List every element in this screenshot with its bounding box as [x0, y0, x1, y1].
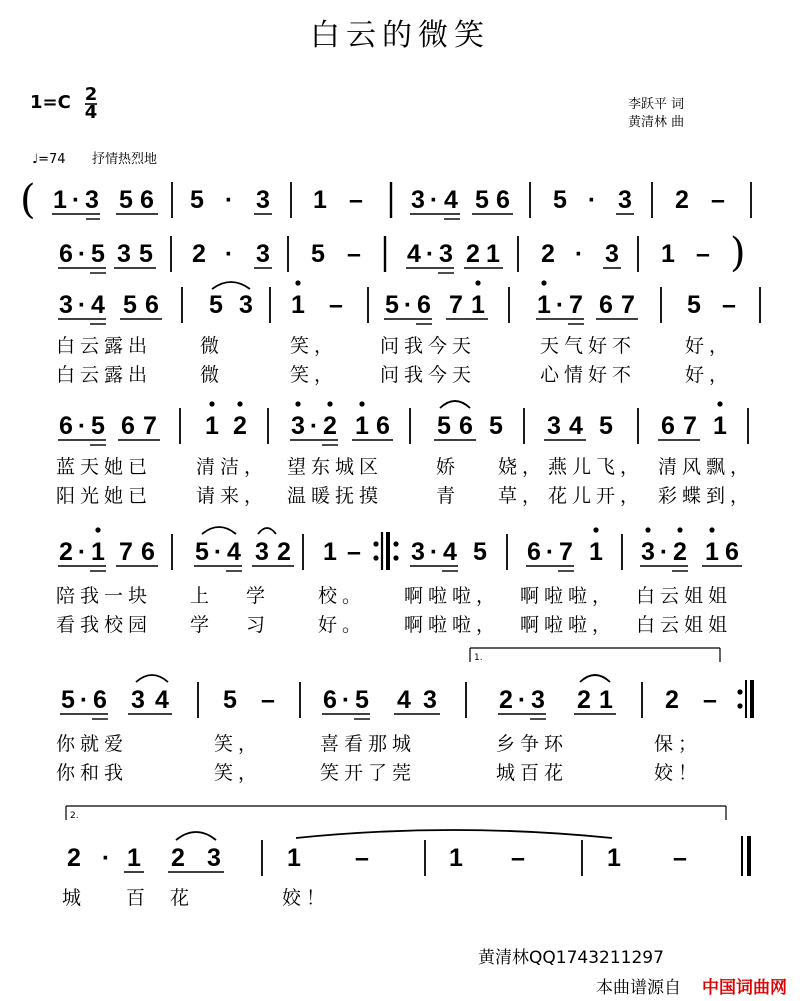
system-4-note: 6: [459, 412, 473, 440]
lyric-syllable-group: 清洁，: [196, 456, 269, 478]
lyric-syllable-group: 青: [436, 485, 456, 507]
lyric-syllable-group: 清风飘，: [658, 456, 755, 478]
lyric-syllable-group: 笑，: [214, 733, 263, 755]
lyric-syllable-group: 好，: [685, 335, 734, 357]
system-4-high-octave-dot: [209, 401, 214, 406]
lyric-syllable-group: 燕儿飞，: [548, 456, 645, 478]
system-2-note: 6: [59, 240, 73, 268]
system-6-note: ·: [79, 686, 89, 714]
system-5-note: 4: [443, 538, 457, 566]
lyric-syllable-group: 陪我一块: [56, 585, 153, 607]
expression-mark: 抒情热烈地: [92, 152, 158, 167]
system-4-note: 3: [291, 412, 305, 440]
system-7-note: 3: [207, 844, 221, 872]
system-3-note: 5: [385, 291, 399, 319]
system-3-note: 6: [417, 291, 431, 319]
system-1-note: 3: [411, 186, 425, 214]
system-1-note: 1: [53, 186, 67, 214]
system-2-note: 2: [192, 240, 206, 268]
system-3-note: –: [722, 291, 736, 319]
system-4-note: 1: [205, 412, 219, 440]
system-7-note: 1: [607, 844, 621, 872]
system-1-note: 3: [85, 186, 99, 214]
system-1-note: 2: [675, 186, 689, 214]
system-3-note: 7: [621, 291, 635, 319]
system-1-note: 5: [475, 186, 489, 214]
system-5-note: ·: [429, 538, 439, 566]
system-2-note: 2: [466, 240, 480, 268]
lyric-syllable-group: 微: [200, 335, 220, 357]
system-7-long-tie: [296, 830, 612, 838]
lyric-syllable-group: 喜看那城: [320, 733, 417, 755]
system-6-note: 6: [323, 686, 337, 714]
system-3-note: 3: [59, 291, 73, 319]
system-5-slur-b: [258, 528, 276, 534]
system-3-note: 4: [91, 291, 105, 319]
system-5-note: 7: [559, 538, 573, 566]
system-2-note: 3: [256, 240, 270, 268]
lyric-syllable-group: 姣！: [282, 887, 331, 909]
system-4-note: 1: [713, 412, 727, 440]
system-1-note: ·: [587, 186, 597, 214]
system-6-note: 3: [423, 686, 437, 714]
system-2-note: 1: [661, 240, 675, 268]
system-5-note: 6: [141, 538, 155, 566]
system-6-repeat-dot: [737, 703, 742, 708]
system-2-note: 2: [541, 240, 555, 268]
system-6-slur-b: [580, 675, 610, 682]
volta-2-number: 2.: [70, 811, 79, 821]
system-5-note: 3: [255, 538, 269, 566]
lyric-syllable-group: 城百花: [496, 762, 569, 784]
system-3-note: ·: [403, 291, 413, 319]
system-5-note: ·: [659, 538, 669, 566]
system-7-note: ·: [101, 844, 111, 872]
system-4-note: 5: [489, 412, 503, 440]
footer-site-name: 中国词曲网: [702, 978, 787, 998]
system-1-note: –: [711, 186, 725, 214]
lyric-syllable-group: 学: [190, 614, 210, 636]
system-4-note: 5: [437, 412, 451, 440]
system-1-note: 3: [256, 186, 270, 214]
system-3-note: –: [329, 291, 343, 319]
system-5-repeat-dot: [373, 541, 378, 546]
system-3-note: 6: [599, 291, 613, 319]
system-1-note: ·: [429, 186, 439, 214]
system-6-note: 2: [665, 686, 679, 714]
system-4-note: 1: [355, 412, 369, 440]
system-4-note: 2: [233, 412, 247, 440]
system-5-repeat-dot: [373, 555, 378, 560]
system-2-note: 4: [407, 240, 421, 268]
lyric-syllable-group: 城: [62, 887, 82, 909]
system-6-slur-a: [136, 675, 168, 682]
system-1-note: 5: [190, 186, 204, 214]
system-4-note: 3: [547, 412, 561, 440]
composer-credit: 黄清林 曲: [628, 115, 685, 130]
system-5-note: 3: [411, 538, 425, 566]
footer-contact: 黄清林QQ1743211297: [478, 948, 664, 968]
system-4-note: 6: [376, 412, 390, 440]
lyric-syllable-group: 啊啦啦，: [404, 585, 501, 607]
system-6-note: 5: [61, 686, 75, 714]
system-4-high-octave-dot: [717, 401, 722, 406]
system-6-note: 4: [155, 686, 169, 714]
system-4-note: 6: [661, 412, 675, 440]
lyrics-layer: [56, 335, 787, 998]
system-3-tie: [212, 282, 250, 289]
system-3-high-octave-dot: [295, 280, 300, 285]
lyric-syllable-group: 保；: [654, 733, 703, 755]
system-3-note: 5: [687, 291, 701, 319]
system-4-high-octave-dot: [237, 401, 242, 406]
system-6-note: –: [703, 686, 717, 714]
system-6-note: 3: [131, 686, 145, 714]
lyric-syllable-group: 笑，: [214, 762, 263, 784]
system-7-note: –: [673, 844, 687, 872]
time-signature-top: 2: [84, 84, 98, 105]
system-2-note: –: [696, 240, 710, 268]
system-3-note: 7: [449, 291, 463, 319]
system-4-high-octave-dot: [359, 401, 364, 406]
lyric-syllable-group: 彩蝶到，: [658, 485, 755, 507]
system-2-note: 3: [439, 240, 453, 268]
system-3-high-octave-dot: [541, 280, 546, 285]
system-2-note: –: [347, 240, 361, 268]
system-4-slur: [440, 401, 470, 408]
lyric-syllable-group: 娆，: [498, 456, 547, 478]
system-4-note: ·: [309, 412, 319, 440]
system-1-note: 5: [553, 186, 567, 214]
lyric-syllable-group: 请来，: [196, 485, 269, 507]
system-2-note: ·: [224, 240, 234, 268]
system-7-note: 1: [127, 844, 141, 872]
repeat-close-paren: ): [730, 230, 746, 276]
system-6-note: ·: [341, 686, 351, 714]
system-7-note: 1: [287, 844, 301, 872]
system-5-note: –: [347, 538, 361, 566]
lyric-syllable-group: 问我今天: [380, 364, 477, 386]
system-3-note: 7: [569, 291, 583, 319]
lyric-syllable-group: 花儿开，: [548, 485, 645, 507]
system-5-note: 5: [473, 538, 487, 566]
system-1-note: ·: [71, 186, 81, 214]
system-3-note: ·: [77, 291, 87, 319]
system-5-high-octave-dot: [95, 527, 100, 532]
system-5-note: ·: [213, 538, 223, 566]
system-5-repeat-dot: [393, 555, 398, 560]
system-6-note: 3: [531, 686, 545, 714]
footer-source-label: 本曲谱源自: [596, 978, 681, 998]
system-4-high-octave-dot: [295, 401, 300, 406]
lyric-syllable-group: 笑，: [290, 364, 339, 386]
system-1-note: 6: [140, 186, 154, 214]
system-5-note: 1: [91, 538, 105, 566]
marks-layer: [52, 104, 760, 876]
system-5-note: ·: [545, 538, 555, 566]
system-7-note: 2: [67, 844, 81, 872]
repeat-open-paren: (: [20, 177, 36, 223]
system-4-high-octave-dot: [327, 401, 332, 406]
system-6-note: ·: [517, 686, 527, 714]
lyricist-credit: 李跃平 词: [628, 97, 685, 112]
system-3-note: 5: [209, 291, 223, 319]
lyric-syllable-group: 啊啦啦，: [520, 614, 617, 636]
lyric-syllable-group: 阳光她已: [56, 485, 153, 507]
system-5-note: 3: [641, 538, 655, 566]
system-5-high-octave-dot: [709, 527, 714, 532]
lyric-syllable-group: 好。: [318, 614, 367, 636]
system-2-note: ·: [574, 240, 584, 268]
system-6-note: 5: [223, 686, 237, 714]
system-7-slur: [176, 832, 216, 840]
lyric-syllable-group: 蓝天她已: [56, 456, 153, 478]
system-5-note: 2: [59, 538, 73, 566]
system-4-note: 7: [683, 412, 697, 440]
lyric-syllable-group: 白云姐姐: [636, 614, 733, 636]
system-5-note: 5: [195, 538, 209, 566]
system-7-note: –: [511, 844, 525, 872]
lyric-syllable-group: 学: [246, 585, 266, 607]
system-6-note: –: [261, 686, 275, 714]
system-2-note: 3: [605, 240, 619, 268]
system-5-slur-a: [202, 527, 236, 534]
system-5-note: 6: [527, 538, 541, 566]
system-5-note: 1: [589, 538, 603, 566]
system-2-note: 5: [311, 240, 325, 268]
lyric-syllable-group: 温暖抚摸: [287, 485, 384, 507]
lyric-syllable-group: 你就爱: [56, 733, 129, 755]
lyric-syllable-group: 天气好不: [540, 335, 637, 357]
system-3-note: ·: [555, 291, 565, 319]
system-2-note: 1: [486, 240, 500, 268]
system-1-note: –: [349, 186, 363, 214]
system-4-note: 7: [143, 412, 157, 440]
system-6-note: 5: [355, 686, 369, 714]
lyric-syllable-group: 上: [190, 585, 210, 607]
system-3-note: 6: [145, 291, 159, 319]
system-6-note: 4: [397, 686, 411, 714]
system-6-note: 2: [499, 686, 513, 714]
lyric-syllable-group: 百: [126, 887, 146, 909]
system-5-note: 4: [227, 538, 241, 566]
system-1-note: 5: [119, 186, 133, 214]
lyric-syllable-group: 娇: [436, 456, 456, 478]
system-4-note: 4: [569, 412, 583, 440]
lyric-syllable-group: 你和我: [56, 762, 129, 784]
system-6-repeat-dot: [737, 689, 742, 694]
system-5-note: ·: [77, 538, 87, 566]
lyric-syllable-group: 白云姐姐: [636, 585, 733, 607]
lyric-syllable-group: 心情好不: [540, 364, 637, 386]
lyric-syllable-group: 笑开了莞: [320, 762, 417, 784]
system-5-high-octave-dot: [677, 527, 682, 532]
system-5-note: 7: [119, 538, 133, 566]
lyric-syllable-group: 草，: [498, 485, 547, 507]
tempo-mark: ♩=74: [32, 152, 66, 167]
system-2-note: 5: [139, 240, 153, 268]
lyric-syllable-group: 白云露出: [56, 364, 153, 386]
page-title: 白云的微笑: [310, 18, 490, 53]
system-4-note: 6: [59, 412, 73, 440]
system-6-note: 1: [599, 686, 613, 714]
system-3-note: 1: [537, 291, 551, 319]
system-5-note: 2: [673, 538, 687, 566]
system-5-note: 6: [725, 538, 739, 566]
system-5-high-octave-dot: [645, 527, 650, 532]
lyric-syllable-group: 好，: [685, 364, 734, 386]
lyric-syllable-group: 笑，: [290, 335, 339, 357]
system-4-note: 5: [91, 412, 105, 440]
system-1-note: 1: [313, 186, 327, 214]
lyric-syllable-group: 习: [246, 614, 266, 636]
system-3-note: 3: [239, 291, 253, 319]
lyric-syllable-group: 望东城区: [287, 456, 384, 478]
lyric-syllable-group: 看我校园: [56, 614, 153, 636]
system-7-note: 2: [171, 844, 185, 872]
system-4-note: ·: [77, 412, 87, 440]
system-3-note: 1: [471, 291, 485, 319]
lyric-syllable-group: 花: [170, 887, 190, 909]
lyric-syllable-group: 啊啦啦，: [520, 585, 617, 607]
system-3-note: 1: [291, 291, 305, 319]
system-3-high-octave-dot: [475, 280, 480, 285]
system-1-note: 3: [618, 186, 632, 214]
system-2-note: ·: [425, 240, 435, 268]
system-1-note: 4: [444, 186, 458, 214]
system-5-repeat-dot: [393, 541, 398, 546]
lyric-syllable-group: 姣！: [654, 762, 703, 784]
system-2-note: 5: [91, 240, 105, 268]
system-6-note: 6: [93, 686, 107, 714]
lyric-syllable-group: 白云露出: [56, 335, 153, 357]
lyric-syllable-group: 问我今天: [380, 335, 477, 357]
system-1-note: ·: [224, 186, 234, 214]
system-5-high-octave-dot: [593, 527, 598, 532]
system-3-note: 5: [123, 291, 137, 319]
key-signature: 1=C: [30, 92, 71, 113]
lyric-syllable-group: 校。: [318, 585, 367, 607]
system-5-note: 1: [705, 538, 719, 566]
time-signature-bottom: 4: [84, 102, 98, 123]
system-2-note: 3: [117, 240, 131, 268]
system-4-note: 2: [323, 412, 337, 440]
lyric-syllable-group: 微: [200, 364, 220, 386]
system-5-note: 2: [277, 538, 291, 566]
system-7-note: –: [355, 844, 369, 872]
system-4-note: 5: [599, 412, 613, 440]
lyric-syllable-group: 啊啦啦，: [404, 614, 501, 636]
volta-1-number: 1.: [474, 653, 483, 663]
system-7-note: 1: [449, 844, 463, 872]
system-2-note: ·: [77, 240, 87, 268]
system-1-note: 6: [496, 186, 510, 214]
lyric-syllable-group: 乡争环: [496, 733, 569, 755]
system-6-note: 2: [577, 686, 591, 714]
system-4-note: 6: [121, 412, 135, 440]
system-5-note: 1: [323, 538, 337, 566]
